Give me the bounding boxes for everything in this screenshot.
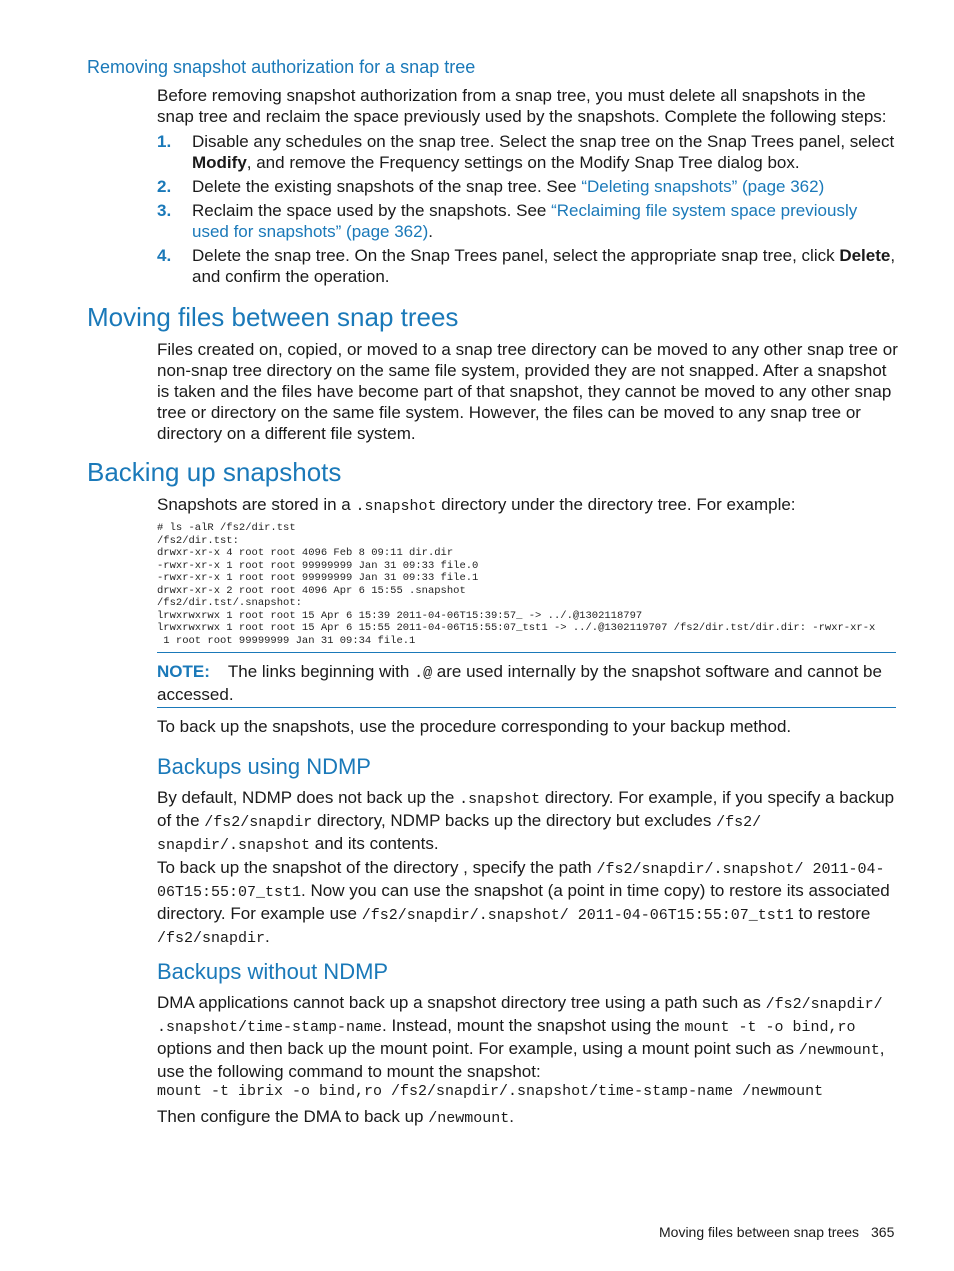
- note-divider-top: [157, 652, 896, 653]
- page-footer: [659, 1223, 894, 1241]
- ndmp-paragraph-1: By default, NDMP does not back up the .snapshot directory. For example, if you specify a backup of the /fs2/snapdir directory, NDMP backs up the directory but excludes /fs2/ snapdir/.snapshot and its contents.: [157, 788, 895, 854]
- link-deleting-snapshots[interactable]: “Deleting snapshots” (page 362): [581, 177, 825, 196]
- heading-backups-without-ndmp: Backups without NDMP: [157, 959, 389, 984]
- step-text: Delete the existing snapshots of the snap tree. See “Deleting snapshots” (page 362): [192, 177, 825, 196]
- link-reclaiming-space[interactable]: “Reclaiming file system space previously used for snapshots” (page 362): [192, 201, 858, 241]
- step-number: 3.: [157, 201, 172, 220]
- step-number: 1.: [157, 132, 172, 151]
- removing-intro-paragraph: Before removing snapshot authorization from a snap tree, you must delete all snapshots in the snap tree and reclaim the space previously used by the snapshots. Complete the following steps:: [157, 86, 887, 126]
- step-text: Reclaim the space used by the snapshots. See “Reclaiming file system space previously used for snapshots” (page 362).: [192, 201, 858, 241]
- step-text: Disable any schedules on the snap tree. Select the snap tree on the Snap Trees panel, select Modify, and remove the Frequency settings on the Modify Snap Tree dialog box.: [192, 132, 895, 172]
- footer-section-title: Moving files between snap trees: [659, 1224, 859, 1240]
- step-text: Delete the snap tree. On the Snap Trees panel, select the appropriate snap tree, click Delete, and confirm the operation.: [192, 246, 896, 286]
- heading-moving-files: Moving files between snap trees: [87, 302, 459, 332]
- mount-command: mount -t ibrix -o bind,ro /fs2/snapdir/.snapshot/time-stamp-name /newmount: [157, 1083, 824, 1100]
- note-label: NOTE:: [157, 662, 210, 681]
- moving-files-paragraph: Files created on, copied, or moved to a snap tree directory can be moved to any other snap tree or non-snap tree directory on the same file system, provided they are not snapped. After a snapshot is taken and the files have become part of that snapshot, they cannot be moved to any other snap tree or directory on the same file system. However, the files can be moved to any snap tree or directory on a different file system.: [157, 340, 898, 443]
- backing-intro-paragraph: Snapshots are stored in a .snapshot directory under the directory tree. For example:: [157, 495, 796, 515]
- ndmp-paragraph-2: To back up the snapshot of the directory , specify the path /fs2/snapdir/.snapshot/ 2011-04-06T15:55:07_tst1. Now you can use the snapshot (a point in time copy) to restore its associated directory. For example use /fs2/snapdir/.snapshot/ 2011-04-06T15:55:07_tst1 to restore /fs2/snapdir.: [157, 858, 890, 947]
- configure-dma-paragraph: Then configure the DMA to back up /newmount.: [157, 1107, 514, 1127]
- section-heading-removing-authorization: Removing snapshot authorization for a snap tree: [87, 57, 476, 77]
- step-number: 2.: [157, 177, 172, 196]
- step-number: 4.: [157, 246, 172, 265]
- page-number: 365: [871, 1224, 895, 1240]
- note-divider-bottom: [157, 707, 896, 708]
- non-ndmp-paragraph: DMA applications cannot back up a snapshot directory tree using a path such as /fs2/snapdir/ .snapshot/time-stamp-name. Instead, mount the snapshot using the mount -t -o bind,ro options and then back up the mount point. For example, using a mount point such as /newmount, use the following command to mount the snapshot:: [157, 993, 885, 1081]
- backup-procedure-paragraph: To back up the snapshots, use the procedure corresponding to your backup method.: [157, 717, 792, 736]
- code-example-listing: # ls -alR /fs2/dir.tst /fs2/dir.tst: drwxr-xr-x 4 root root 4096 Feb 8 09:11 dir.dir -rwxr-xr-x 1 root root 99999999 Jan 31 09:33 file.0 -rwxr-xr-x 1 root root 99999999 Jan 31 09:33 file.1 drwxr-xr-x 2 root root 4096 Apr 6 15:55 .snapshot /fs2/dir.tst/.snapshot: lrwxrwxrwx 1 root root 15 Apr 6 15:39 2011-04-06T15:39:57_ -> ../.@1302118797 lrwxrwxrwx 1 root root 15 Apr 6 15:55 2011-04-06T15:55:07_tst1 -> ../.@1302119707 /fs2/dir.tst/dir.dir: -rwxr-xr-x 1 root root 99999999 Jan 31 09:34 file.1: [157, 522, 876, 647]
- note-box: NOTE: The links beginning with .@ are used internally by the snapshot software and cannot be accessed.: [157, 662, 882, 704]
- heading-backing-up-snapshots: Backing up snapshots: [87, 457, 342, 487]
- heading-backups-using-ndmp: Backups using NDMP: [157, 754, 371, 779]
